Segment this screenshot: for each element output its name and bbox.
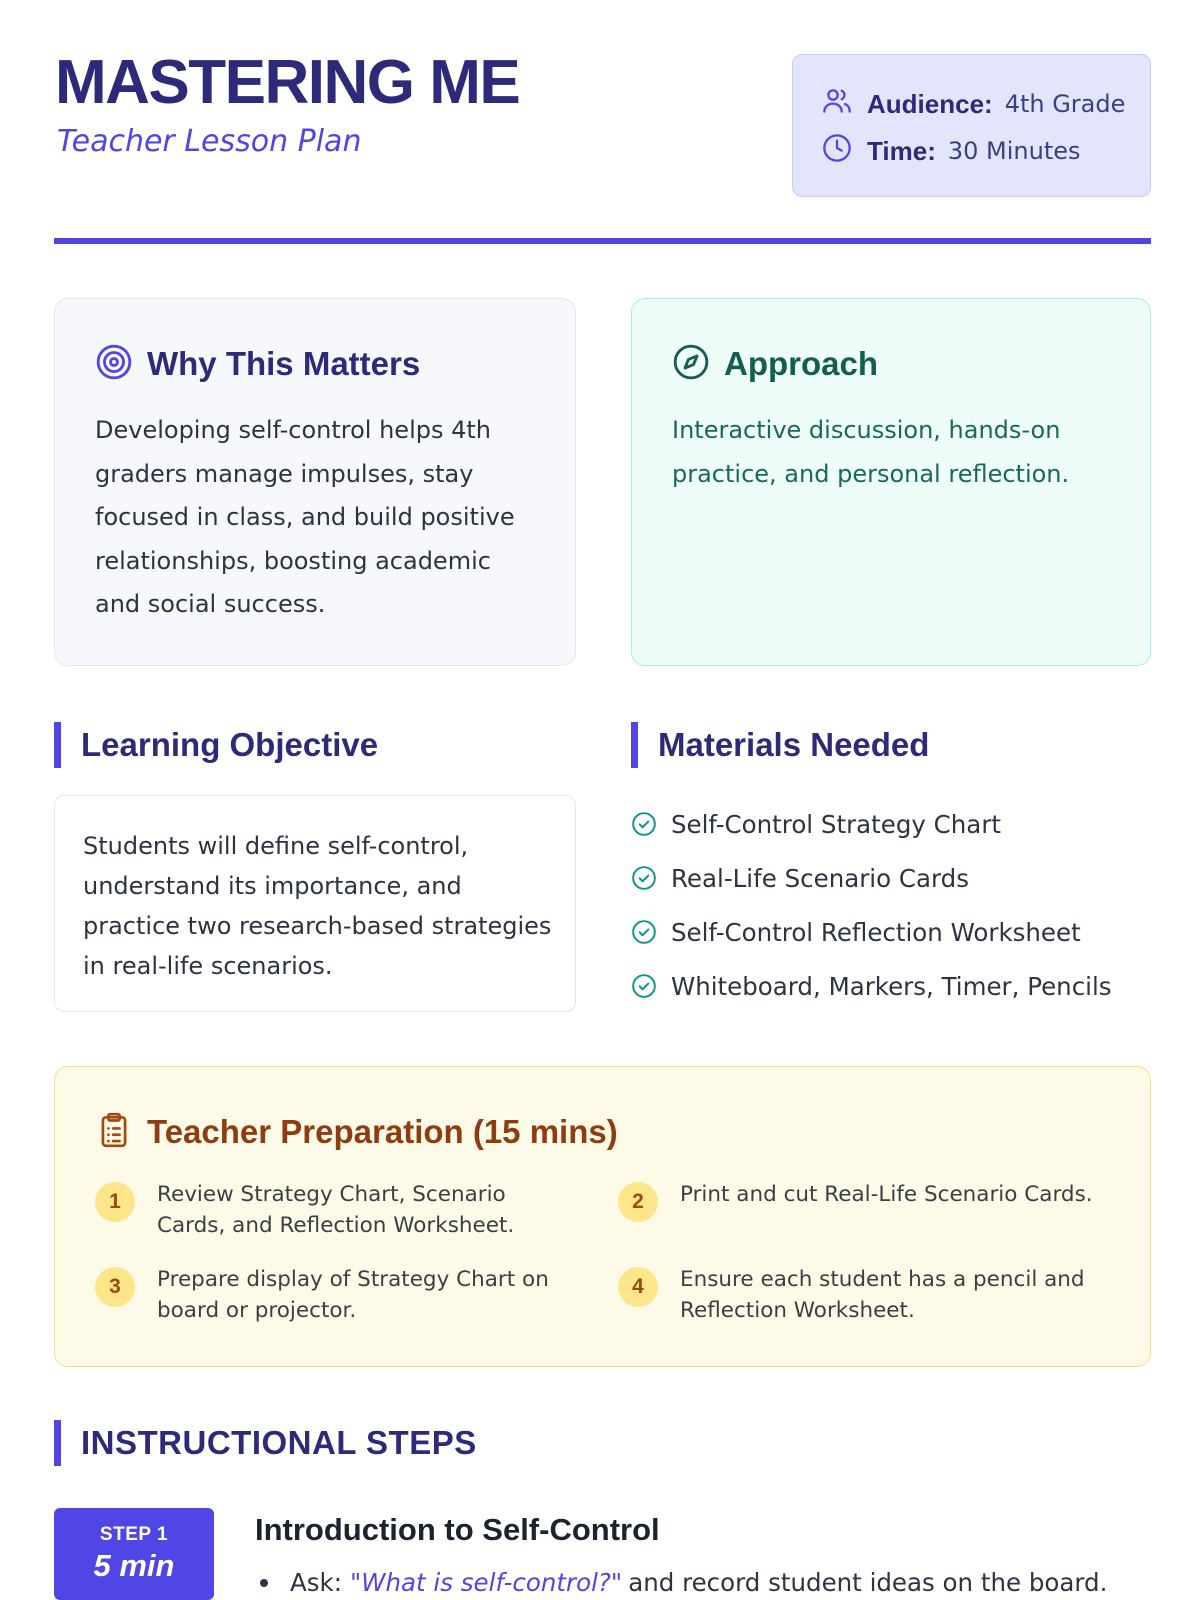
approach-card-header: [672, 343, 878, 385]
materials-item: [631, 851, 1112, 905]
materials-item-label: Self-Control Reflection Worksheet: [671, 917, 1081, 947]
audience-value: 4th Grade: [1004, 90, 1126, 118]
time-label: Time:: [867, 135, 936, 166]
header-divider: [54, 238, 1151, 244]
prep-item: [618, 1264, 1098, 1326]
users-icon: [821, 85, 853, 123]
time-row: [821, 132, 1081, 170]
step-title: Introduction to Self-Control: [255, 1512, 660, 1547]
instructional-steps-heading: INSTRUCTIONAL STEPS: [54, 1420, 477, 1466]
materials-item: [631, 905, 1112, 959]
materials-item-label: Real-Life Scenario Cards: [671, 863, 969, 893]
teacher-prep-header: [95, 1111, 618, 1153]
learning-objective-heading: Learning Objective: [54, 722, 378, 768]
prep-item-text: Review Strategy Chart, Scenario Cards, and Reflection Worksheet.: [157, 1182, 515, 1238]
audience-row: [821, 85, 1125, 123]
bullet-dot: [260, 1579, 268, 1587]
prep-number-badge: 3: [95, 1267, 135, 1307]
materials-item-label: Self-Control Strategy Chart: [671, 809, 1001, 839]
page-title: MASTERING ME: [55, 48, 520, 117]
step-label: STEP 1: [99, 1524, 169, 1545]
step-duration: 5 min: [93, 1548, 175, 1583]
time-value: 30 Minutes: [947, 137, 1081, 165]
learning-objective-text: Students will define self-control, understand its importance, and practice two research-based strategies in real-life scenarios.: [83, 832, 552, 980]
page-subtitle: Teacher Lesson Plan: [57, 124, 362, 159]
learning-objective-card: [54, 795, 576, 1012]
why-card: [54, 298, 576, 666]
prep-item-text: Prepare display of Strategy Chart on board or projector.: [157, 1267, 549, 1323]
step-bullet-quote: "What is self-control?": [349, 1568, 623, 1597]
check-circle-icon: [631, 865, 657, 891]
materials-heading: Materials Needed: [631, 722, 929, 768]
prep-item: [95, 1179, 575, 1241]
approach-card: [631, 298, 1151, 666]
approach-card-body: Interactive discussion, hands-on practice, and personal reflection.: [672, 416, 1070, 488]
materials-item: [631, 797, 1112, 851]
prep-number-badge: 1: [95, 1182, 135, 1222]
check-circle-icon: [631, 973, 657, 999]
teacher-prep-card: [54, 1066, 1151, 1367]
prep-number-badge: 4: [618, 1267, 658, 1307]
step-badge: [54, 1508, 214, 1600]
materials-item-label: Whiteboard, Markers, Timer, Pencils: [671, 971, 1112, 1001]
prep-number-badge: 2: [618, 1182, 658, 1222]
clock-icon: [821, 132, 853, 170]
why-card-body: Developing self-control helps 4th graders manage impulses, stay focused in class, and build positive relationships, boosting academic and social success.: [95, 416, 515, 618]
step-bullet-prefix: Ask:: [290, 1568, 342, 1597]
prep-item: [618, 1179, 1098, 1222]
teacher-prep-title: Teacher Preparation (15 mins): [147, 1113, 618, 1150]
why-card-title: Why This Matters: [147, 345, 421, 382]
approach-card-title: Approach: [724, 345, 879, 382]
prep-item-text: Ensure each student has a pencil and Reflection Worksheet.: [680, 1267, 1085, 1323]
lesson-meta-box: [792, 54, 1151, 197]
materials-item: [631, 959, 1112, 1013]
check-circle-icon: [631, 919, 657, 945]
step-bullet-rest: and record student ideas on the board.: [628, 1568, 1108, 1597]
step-bullet: [260, 1568, 1107, 1597]
why-card-header: [95, 343, 420, 385]
check-circle-icon: [631, 811, 657, 837]
clipboard-icon: [95, 1111, 133, 1153]
prep-item-text: Print and cut Real-Life Scenario Cards.: [680, 1182, 1093, 1207]
compass-icon: [672, 343, 710, 385]
prep-item: [95, 1264, 575, 1326]
materials-list: [631, 797, 1112, 1013]
audience-label: Audience:: [867, 88, 993, 119]
target-icon: [95, 343, 133, 385]
